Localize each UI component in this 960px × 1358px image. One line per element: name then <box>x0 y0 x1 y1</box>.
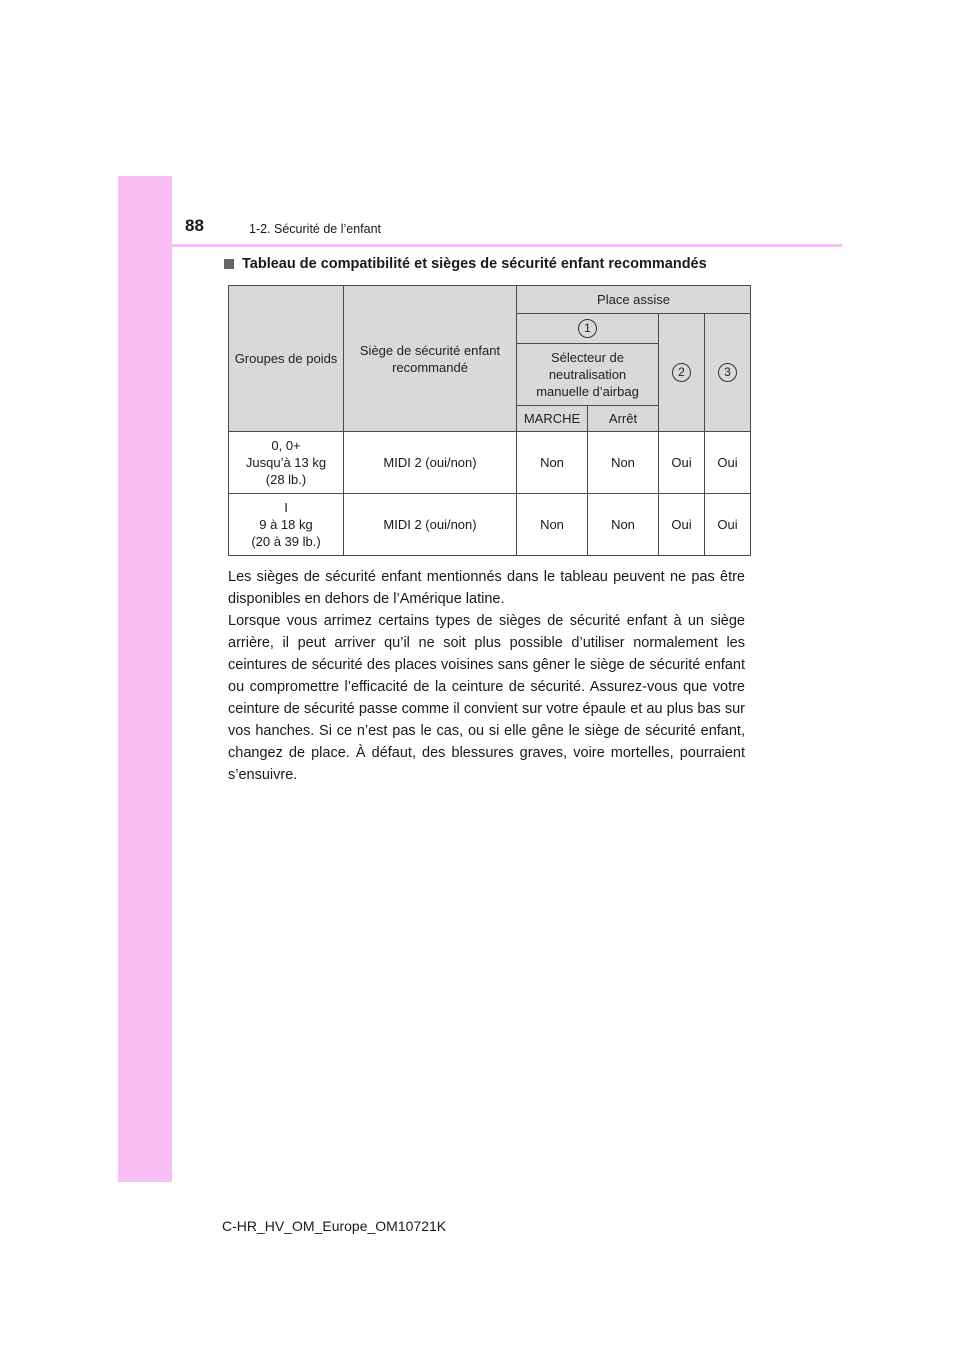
table-row <box>229 432 751 494</box>
page-number: 88 <box>185 216 204 235</box>
header-seating-position: Place assise <box>517 286 751 314</box>
weight-group-cell: I 9 à 18 kg (20 à 39 lb.) <box>229 494 344 556</box>
arret-cell: Non <box>588 494 659 556</box>
position-2-badge: 2 <box>672 363 691 382</box>
header-recommended-seat: Siège de sécurité enfant recommandé <box>344 286 517 432</box>
header-weight-groups: Groupes de poids <box>229 286 344 432</box>
table-row <box>229 494 751 556</box>
availability-note: Les sièges de sécurité enfant mentionnés dans le tableau peuvent ne pas être disponibles en dehors de l’Amérique latine. <box>228 569 745 607</box>
header-position-3 <box>705 314 751 432</box>
position-1-badge: 1 <box>578 319 597 338</box>
marche-cell: Non <box>517 494 588 556</box>
heading-text: Tableau de compatibilité et sièges de sécurité enfant recommandés <box>242 256 707 272</box>
weight-group-cell: 0, 0+ Jusqu’à 13 kg (28 lb.) <box>229 432 344 494</box>
marche-cell: Non <box>517 432 588 494</box>
header-position-2 <box>659 314 705 432</box>
seat-cell: MIDI 2 (oui/non) <box>344 432 517 494</box>
section-title: 1-2. Sécurité de l’enfant <box>249 222 382 236</box>
position-3-badge: 3 <box>718 363 737 382</box>
arret-cell: Non <box>588 432 659 494</box>
position-2-cell: Oui <box>659 494 705 556</box>
header-marche: MARCHE <box>517 406 588 432</box>
header-position-1 <box>517 314 659 344</box>
compatibility-table <box>228 285 751 556</box>
side-tab-bar <box>118 176 172 1182</box>
header-airbag-selector: Sélecteur de neutralisation manuelle d’airbag <box>517 344 659 406</box>
seat-cell: MIDI 2 (oui/non) <box>344 494 517 556</box>
section-heading <box>224 256 707 272</box>
header-rule <box>118 244 842 247</box>
seatbelt-warning: Lorsque vous arrimez certains types de sièges de sécurité enfant à un siège arrière, il peut arriver qu’il ne soit plus possible d’utiliser normalement les ceintures de sécurité des places voisines sans gêner le siège de sécurité enfant ou compromettre l’efficacité de la ceinture de sécurité. Assurez-vous que votre ceinture de sécurité passe comme il convient sur votre épaule et au plus bas sur vos hanches. Si ce n’est pas le cas, ou si elle gêne le siège de sécurité enfant, changez de place. À défaut, des blessures graves, voire mortelles, pourraient s’ensuivre. <box>228 613 745 783</box>
position-3-cell: Oui <box>705 494 751 556</box>
position-3-cell: Oui <box>705 432 751 494</box>
position-2-cell: Oui <box>659 432 705 494</box>
header-arret: Arrêt <box>588 406 659 432</box>
square-bullet-icon <box>224 259 234 269</box>
document-footer: C-HR_HV_OM_Europe_OM10721K <box>222 1218 447 1234</box>
